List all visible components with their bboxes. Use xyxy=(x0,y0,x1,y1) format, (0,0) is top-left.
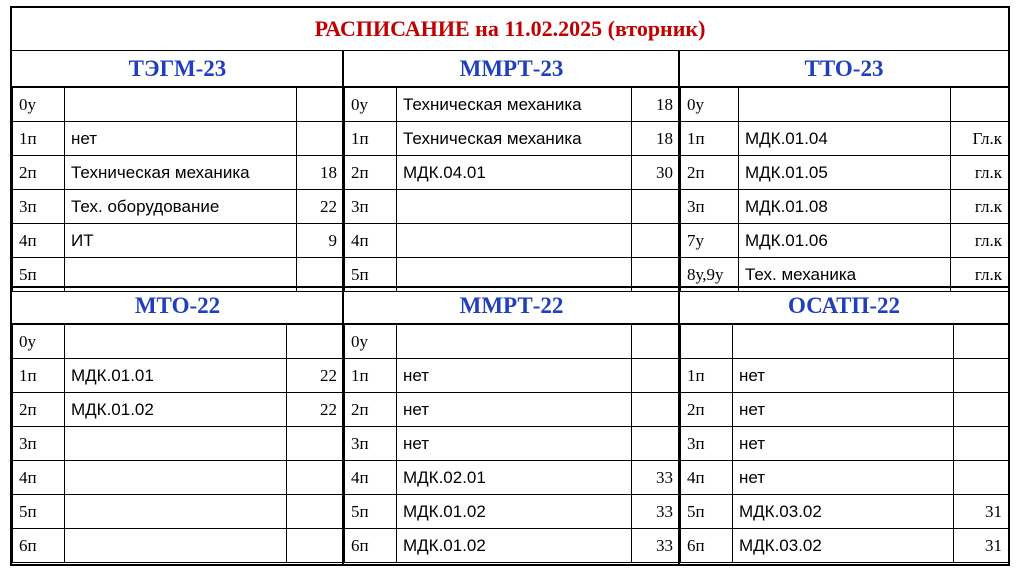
subject-name: нет xyxy=(733,393,954,427)
column-divider xyxy=(678,50,680,564)
room-number xyxy=(954,359,1009,393)
lesson-slot: 1п xyxy=(345,122,397,156)
lesson-slot: 1п xyxy=(13,359,65,393)
lesson-slot: 4п xyxy=(13,461,65,495)
room-number xyxy=(287,427,344,461)
group-block-tto-23 xyxy=(680,51,1008,292)
subject-name: МДК.01.01 xyxy=(65,359,287,393)
lesson-slot: 4п xyxy=(681,461,733,495)
schedule-row xyxy=(681,224,1009,258)
lesson-slot: 0у xyxy=(681,88,739,122)
schedule-row xyxy=(681,122,1009,156)
schedule-row xyxy=(345,224,680,258)
subject-name xyxy=(397,190,632,224)
schedule-row xyxy=(681,495,1009,529)
room-number xyxy=(297,122,344,156)
room-number xyxy=(287,325,344,359)
room-number xyxy=(954,393,1009,427)
room-number: гл.к xyxy=(951,258,1009,292)
schedule-row xyxy=(681,427,1009,461)
lesson-slot: 4п xyxy=(345,224,397,258)
schedule-row xyxy=(345,122,680,156)
subject-name xyxy=(65,461,287,495)
subject-name xyxy=(65,325,287,359)
subject-name: нет xyxy=(397,393,632,427)
group-block-mmrt-23 xyxy=(344,51,679,292)
schedule-row xyxy=(13,529,344,563)
schedule-row xyxy=(13,393,344,427)
subject-name: ИТ xyxy=(65,224,297,258)
group-title: ОСАТП-22 xyxy=(680,288,1008,324)
lesson-slot: 0у xyxy=(345,325,397,359)
lesson-slot: 7у xyxy=(681,224,739,258)
page-title: РАСПИСАНИЕ на 11.02.2025 (вторник) xyxy=(12,8,1008,51)
lesson-slot: 5п xyxy=(345,495,397,529)
group-block-tegm-23 xyxy=(12,51,343,292)
subject-name xyxy=(65,495,287,529)
room-number: гл.к xyxy=(951,224,1009,258)
schedule-sheet xyxy=(10,6,1010,566)
lesson-slot: 2п xyxy=(681,393,733,427)
lesson-slot: 2п xyxy=(345,156,397,190)
schedule-table xyxy=(344,324,680,563)
schedule-row xyxy=(13,88,344,122)
subject-name xyxy=(65,427,287,461)
room-number xyxy=(951,88,1009,122)
room-number xyxy=(954,427,1009,461)
lesson-slot: 2п xyxy=(345,393,397,427)
lesson-slot: 3п xyxy=(345,190,397,224)
group-title: ММРТ-23 xyxy=(344,51,679,87)
lesson-slot: 5п xyxy=(13,258,65,292)
lesson-slot: 6п xyxy=(681,529,733,563)
subject-name: МДК.03.02 xyxy=(733,529,954,563)
room-number: 18 xyxy=(297,156,344,190)
lesson-slot: 0у xyxy=(13,325,65,359)
lesson-slot: 3п xyxy=(345,427,397,461)
subject-name xyxy=(397,325,632,359)
schedule-row xyxy=(13,190,344,224)
schedule-row xyxy=(681,461,1009,495)
group-block-mto-22 xyxy=(12,288,343,563)
room-number: 30 xyxy=(632,156,680,190)
lesson-slot: 0у xyxy=(13,88,65,122)
schedule-row xyxy=(345,427,680,461)
subject-name: нет xyxy=(65,122,297,156)
subject-name xyxy=(733,325,954,359)
lesson-slot: 5п xyxy=(681,495,733,529)
schedule-row xyxy=(345,325,680,359)
room-number: 22 xyxy=(287,359,344,393)
subject-name xyxy=(65,529,287,563)
lesson-slot: 2п xyxy=(681,156,739,190)
schedule-row xyxy=(13,156,344,190)
room-number xyxy=(287,529,344,563)
lesson-slot: 5п xyxy=(345,258,397,292)
room-number xyxy=(632,427,680,461)
lesson-slot: 3п xyxy=(13,190,65,224)
room-number: 22 xyxy=(297,190,344,224)
room-number: 31 xyxy=(954,529,1009,563)
lesson-slot: 8у,9у xyxy=(681,258,739,292)
subject-name: МДК.04.01 xyxy=(397,156,632,190)
group-block-mmrt-22 xyxy=(344,288,679,563)
schedule-table xyxy=(680,324,1009,563)
subject-name: нет xyxy=(733,427,954,461)
lesson-slot: 0у xyxy=(345,88,397,122)
schedule-row xyxy=(345,88,680,122)
subject-name: МДК.01.04 xyxy=(739,122,951,156)
subject-name: нет xyxy=(733,461,954,495)
subject-name: нет xyxy=(397,427,632,461)
room-number xyxy=(632,359,680,393)
schedule-row xyxy=(13,359,344,393)
subject-name: Техническая механика xyxy=(65,156,297,190)
section-divider xyxy=(12,286,1008,288)
lesson-slot: 3п xyxy=(681,190,739,224)
room-number: 9 xyxy=(297,224,344,258)
subject-name: МДК.01.02 xyxy=(397,495,632,529)
subject-name: МДК.01.06 xyxy=(739,224,951,258)
schedule-row xyxy=(13,122,344,156)
schedule-row xyxy=(345,461,680,495)
schedule-table xyxy=(12,87,344,292)
schedule-table xyxy=(12,324,344,563)
schedule-row xyxy=(681,156,1009,190)
schedule-row xyxy=(13,495,344,529)
room-number: 33 xyxy=(632,461,680,495)
room-number xyxy=(632,325,680,359)
lesson-slot xyxy=(681,325,733,359)
lesson-slot: 3п xyxy=(13,427,65,461)
subject-name: МДК.01.05 xyxy=(739,156,951,190)
subject-name xyxy=(65,88,297,122)
subject-name: Техническая механика xyxy=(397,88,632,122)
lesson-slot: 1п xyxy=(345,359,397,393)
subject-name: МДК.01.08 xyxy=(739,190,951,224)
group-title: МТО-22 xyxy=(12,288,343,324)
group-title: ТЭГМ-23 xyxy=(12,51,343,87)
room-number xyxy=(954,461,1009,495)
lesson-slot: 2п xyxy=(13,156,65,190)
group-title: ТТО-23 xyxy=(680,51,1008,87)
schedule-row xyxy=(681,88,1009,122)
subject-name: МДК.02.01 xyxy=(397,461,632,495)
room-number xyxy=(287,461,344,495)
schedule-row xyxy=(13,427,344,461)
schedule-row xyxy=(681,325,1009,359)
subject-name: МДК.03.02 xyxy=(733,495,954,529)
subject-name: Тех. механика xyxy=(739,258,951,292)
subject-name: МДК.01.02 xyxy=(65,393,287,427)
schedule-row xyxy=(345,529,680,563)
lesson-slot: 5п xyxy=(13,495,65,529)
column-divider xyxy=(342,50,344,564)
lesson-slot: 6п xyxy=(345,529,397,563)
lesson-slot: 3п xyxy=(681,427,733,461)
lesson-slot: 1п xyxy=(13,122,65,156)
room-number: 33 xyxy=(632,529,680,563)
lesson-slot: 4п xyxy=(345,461,397,495)
room-number xyxy=(632,190,680,224)
room-number: 33 xyxy=(632,495,680,529)
schedule-row xyxy=(681,190,1009,224)
schedule-table xyxy=(344,87,680,292)
schedule-row xyxy=(345,190,680,224)
room-number: 22 xyxy=(287,393,344,427)
subject-name xyxy=(397,224,632,258)
group-title: ММРТ-22 xyxy=(344,288,679,324)
room-number: 18 xyxy=(632,88,680,122)
room-number xyxy=(632,393,680,427)
room-number: Гл.к xyxy=(951,122,1009,156)
subject-name: Техническая механика xyxy=(397,122,632,156)
schedule-row xyxy=(681,529,1009,563)
room-number: гл.к xyxy=(951,190,1009,224)
subject-name xyxy=(739,88,951,122)
schedule-row xyxy=(345,393,680,427)
lesson-slot: 4п xyxy=(13,224,65,258)
schedule-row xyxy=(13,325,344,359)
subject-name: нет xyxy=(733,359,954,393)
room-number xyxy=(287,495,344,529)
subject-name: МДК.01.02 xyxy=(397,529,632,563)
group-block-osatp-22 xyxy=(680,288,1008,563)
schedule-table xyxy=(680,87,1009,292)
schedule-row xyxy=(681,359,1009,393)
lesson-slot: 1п xyxy=(681,359,733,393)
subject-name: нет xyxy=(397,359,632,393)
room-number xyxy=(297,88,344,122)
subject-name: Тех. оборудование xyxy=(65,190,297,224)
schedule-row xyxy=(345,156,680,190)
room-number: 31 xyxy=(954,495,1009,529)
schedule-row xyxy=(681,393,1009,427)
lesson-slot: 1п xyxy=(681,122,739,156)
room-number: 18 xyxy=(632,122,680,156)
lesson-slot: 2п xyxy=(13,393,65,427)
lesson-slot: 6п xyxy=(13,529,65,563)
schedule-row xyxy=(13,461,344,495)
room-number: гл.к xyxy=(951,156,1009,190)
room-number xyxy=(632,224,680,258)
schedule-row xyxy=(345,359,680,393)
room-number xyxy=(954,325,1009,359)
schedule-row xyxy=(345,495,680,529)
schedule-row xyxy=(13,224,344,258)
